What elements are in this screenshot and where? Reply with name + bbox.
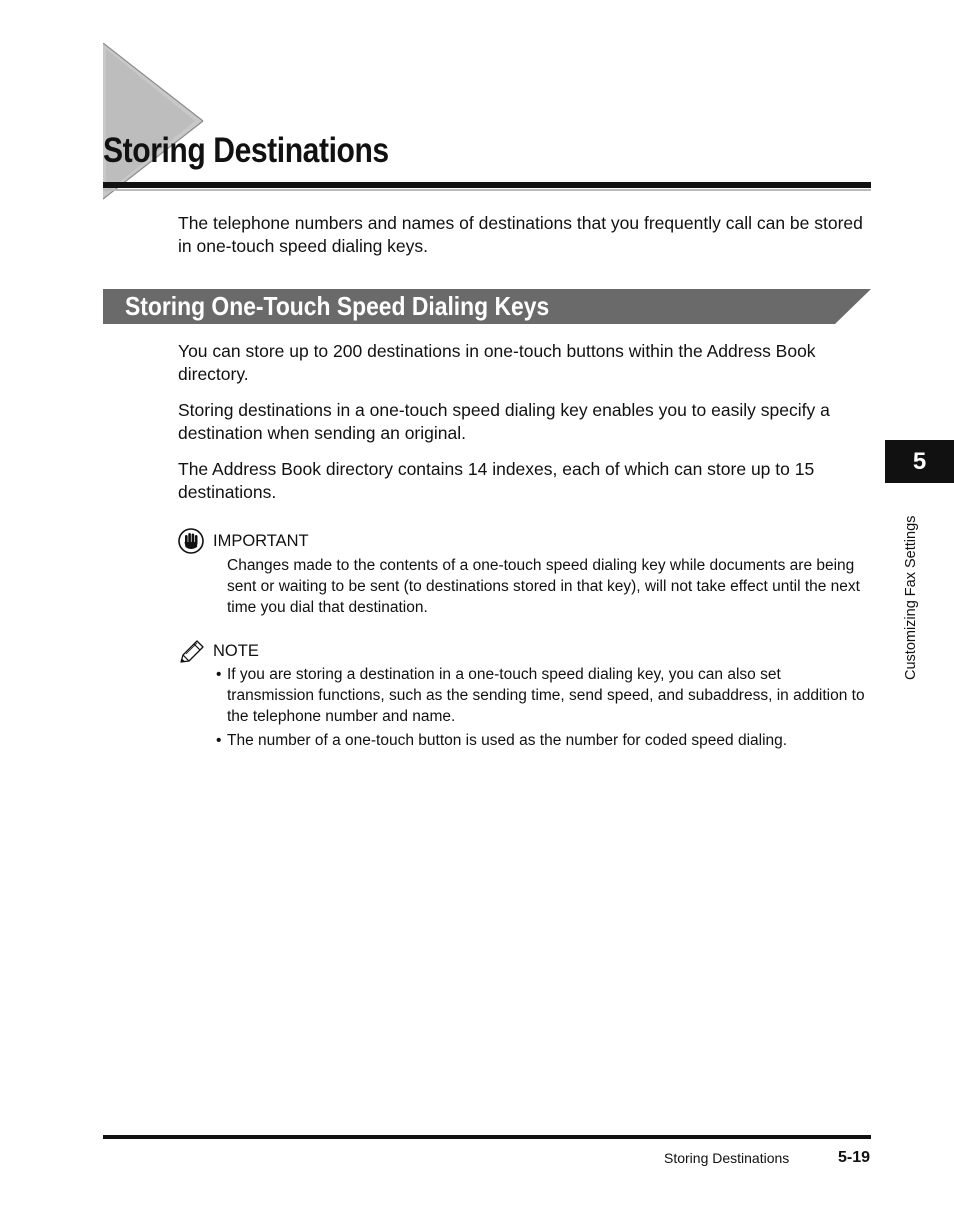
chapter-arrow-graphic	[103, 43, 213, 201]
important-label: IMPORTANT	[213, 532, 309, 550]
note-item-text: If you are storing a destination in a one-touch speed dialing key, you can also set transmission functions, such as the sending time, send speed, and subaddress, in addition to the telephone number and name.	[227, 666, 865, 725]
section-title: Storing One-Touch Speed Dialing Keys	[125, 291, 550, 321]
footer-rule	[103, 1135, 871, 1139]
chapter-tab: 5	[885, 440, 954, 483]
chapter-side-label: Customizing Fax Settings	[903, 515, 919, 680]
page-title: Storing Destinations	[103, 131, 389, 170]
intro-paragraph: The telephone numbers and names of destinations that you frequently call can be stored in one-touch speed dialing keys.	[178, 213, 863, 256]
stop-hand-icon	[178, 528, 204, 554]
bullet: •	[216, 732, 222, 749]
title-rule-shadow	[103, 189, 871, 191]
pencil-icon	[178, 639, 206, 665]
note-list-item	[216, 664, 867, 727]
bullet: •	[216, 666, 222, 683]
footer-section-title: Storing Destinations	[664, 1150, 790, 1166]
important-text: Changes made to the contents of a one-touch speed dialing key while documents are being sent or waiting to be sent (to destinations stored in that key), will not take effect until the next time you dial that destination.	[227, 557, 860, 616]
note-item-text: The number of a one-touch button is used as the number for coded speed dialing.	[227, 732, 788, 749]
note-list-item	[216, 730, 867, 751]
section-paragraph: The Address Book directory contains 14 indexes, each of which can store up to 15 destinations.	[178, 459, 815, 502]
note-label: NOTE	[213, 642, 259, 660]
title-rule	[103, 182, 871, 188]
page-number: 5-19	[838, 1149, 871, 1166]
section-paragraph: Storing destinations in a one-touch speed dialing key enables you to easily specify a destination when sending an original.	[178, 400, 830, 443]
section-paragraph: You can store up to 200 destinations in one-touch buttons within the Address Book directory.	[178, 341, 816, 384]
